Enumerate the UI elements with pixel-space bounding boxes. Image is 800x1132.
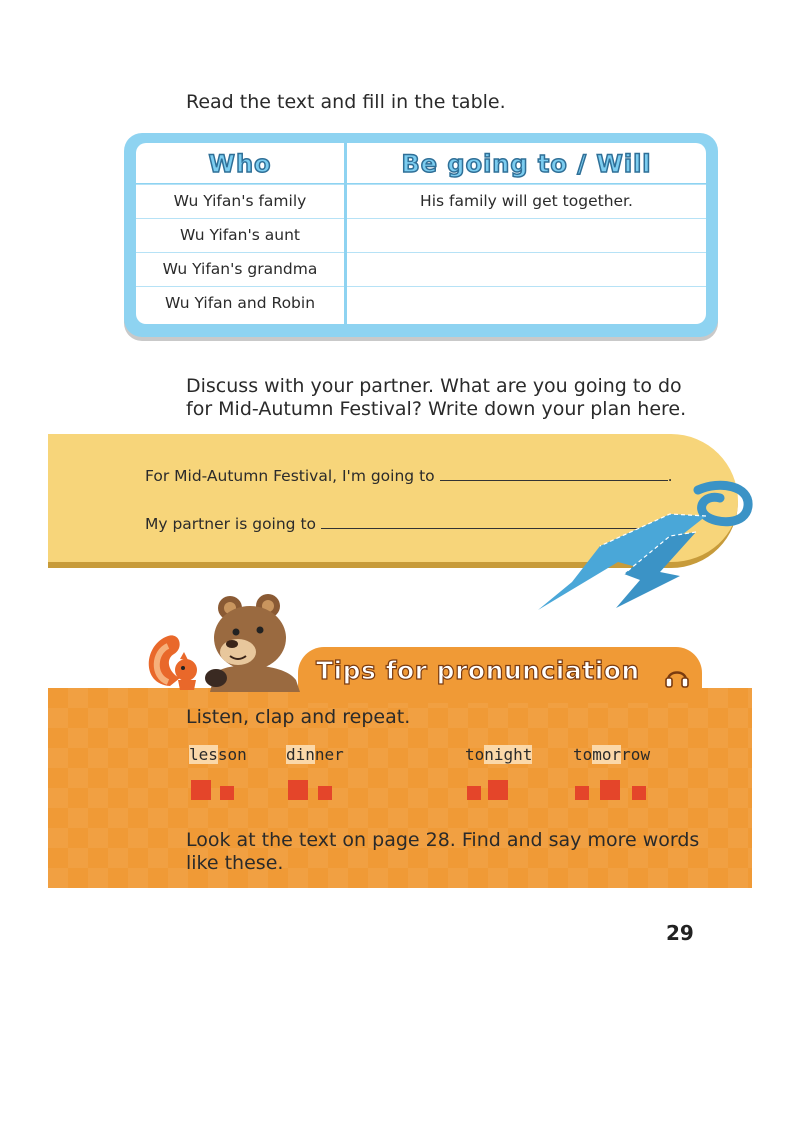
header-going-to: Be going to / Will xyxy=(401,150,652,178)
tips-title xyxy=(316,656,640,685)
plan-line-2-label: My partner is going to xyxy=(145,515,317,533)
answer-cell[interactable] xyxy=(347,253,706,286)
tips-footer-line1: Look at the text on page 28. Find and say more words xyxy=(186,829,700,851)
stress-big-square xyxy=(488,780,508,800)
table-row xyxy=(136,252,706,286)
word-tonight: tonight xyxy=(465,745,533,764)
stressed-syllable: mor xyxy=(592,745,622,764)
table-divider xyxy=(344,143,347,324)
plan-line-1-label: For Mid-Autumn Festival, I'm going to xyxy=(145,467,435,485)
word-lesson: lesson xyxy=(189,745,247,764)
stress-small-square xyxy=(467,786,481,800)
who-cell: Wu Yifan's grandma xyxy=(162,260,318,278)
stress-small-square xyxy=(318,786,332,800)
tips-footer-line2: like these. xyxy=(186,852,284,874)
who-cell: Wu Yifan and Robin xyxy=(164,294,316,312)
table-row xyxy=(136,286,706,320)
who-cell: Wu Yifan's family xyxy=(173,192,307,210)
header-who: Who xyxy=(208,150,272,178)
stress-small-square xyxy=(575,786,589,800)
bear-illustration xyxy=(196,590,306,692)
table-row xyxy=(136,184,706,218)
stress-big-square xyxy=(600,780,620,800)
table-header xyxy=(136,143,706,185)
stressed-syllable: les xyxy=(189,745,218,764)
who-cell: Wu Yifan's aunt xyxy=(179,226,300,244)
answer-table xyxy=(136,143,706,324)
stressed-syllable: night xyxy=(484,745,533,764)
stress-big-square xyxy=(191,780,211,800)
stress-small-square xyxy=(632,786,646,800)
table-row xyxy=(136,218,706,252)
ribbon-decoration xyxy=(520,476,760,616)
word-dinner: dinner xyxy=(286,745,344,764)
period: . xyxy=(667,467,673,485)
stress-small-square xyxy=(220,786,234,800)
page-number: 29 xyxy=(666,921,694,945)
tips-instruction: Listen, clap and repeat. xyxy=(186,706,411,728)
discuss-instruction-line2: for Mid-Autumn Festival? Write down your plan here. xyxy=(186,398,687,420)
stress-big-square xyxy=(288,780,308,800)
answer-cell[interactable] xyxy=(347,287,706,320)
word-tomorrow: tomorrow xyxy=(573,745,651,764)
discuss-instruction-line1: Discuss with your partner. What are you going to do xyxy=(186,375,682,397)
answer-cell[interactable]: His family will get together. xyxy=(420,192,633,210)
tips-title-text: Tips for pronunciation xyxy=(316,656,640,685)
table-instruction: Read the text and fill in the table. xyxy=(186,91,506,113)
answer-cell[interactable] xyxy=(347,219,706,252)
stressed-syllable: din xyxy=(286,745,315,764)
headphones-icon[interactable] xyxy=(664,664,690,690)
